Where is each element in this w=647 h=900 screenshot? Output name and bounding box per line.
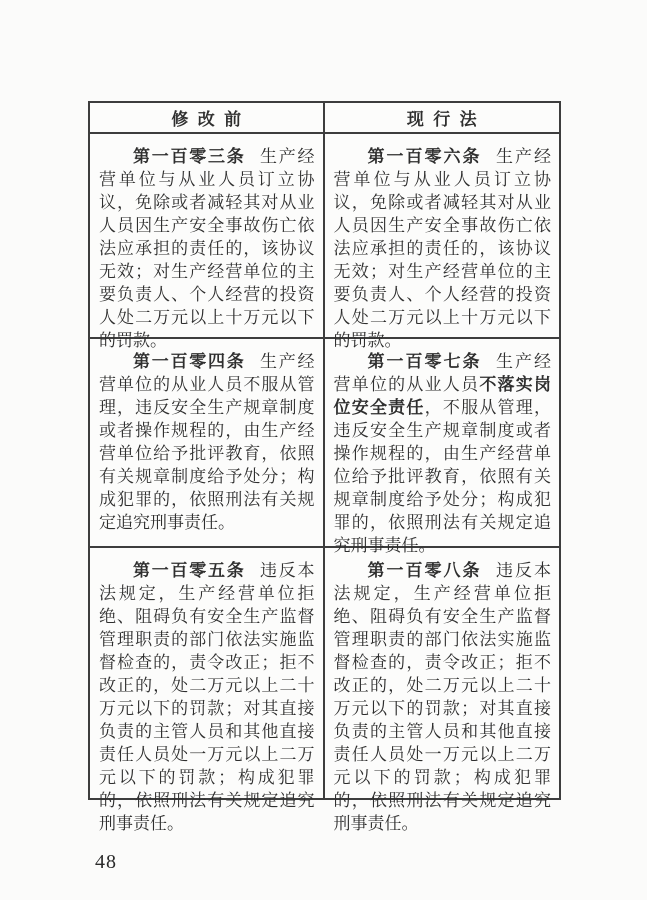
cell-article-107 [325, 339, 560, 555]
article-body: 违反本法规定，生产经营单位拒绝、阻碍负有安全生产监督管理职责的部门依法实施监督检查的，责令改正；拒不改正的，处二万元以上二十万元以下的罚款；对其直接负责的主管人员和其他直接责任人员处一万元以上二万元以下的罚款；构成犯罪的，依照刑法有关规定追究刑事责任。 [99, 561, 315, 833]
cell-article-104 [90, 339, 325, 546]
cell-article-103 [90, 134, 325, 350]
article-number: 第一百零七条 [367, 352, 482, 371]
article-number: 第一百零五条 [133, 561, 246, 580]
article-number: 第一百零八条 [367, 561, 482, 580]
article-body: 生产经营单位的从业人员不服从管理，违反安全生产规章制度或者操作规程的，由生产经营单位给予批评教育，依照有关规章制度给予处分；构成犯罪的，依照刑法有关规定追究刑事责任。 [99, 352, 315, 532]
article-body-pre: 生产经营单位的从业人员 [333, 352, 551, 394]
cell-article-108 [325, 548, 560, 833]
table-row [90, 134, 559, 350]
article-body-bold-insertion: 不落实岗位安全责任 [333, 375, 552, 417]
column-header-current-law: 现行法 [406, 110, 486, 129]
article-body: 违反本法规定，生产经营单位拒绝、阻碍负有安全生产监督管理职责的部门依法实施监督检查的，责令改正；拒不改正的，处二万元以上二十万元以下的罚款；对其直接负责的主管人员和其他直接责任人员处一万元以上二万元以下的罚款；构成犯罪的，依照刑法有关规定追究刑事责任。 [333, 561, 551, 833]
law-comparison-table [88, 101, 561, 833]
table-header-row [90, 103, 559, 134]
article-body: 生产经营单位与从业人员订立协议，免除或者减轻其对从业人员因生产安全事故伤亡依法应承担的责任的，该协议无效；对生产经营单位的主要负责人、个人经营的投资人处二万元以上十万元以下的罚款。 [333, 147, 551, 350]
article-number: 第一百零六条 [367, 147, 482, 166]
table-row [90, 548, 559, 833]
article-body: 生产经营单位与从业人员订立协议，免除或者减轻其对从业人员因生产安全事故伤亡依法应承担的责任的，该协议无效；对生产经营单位的主要负责人、个人经营的投资人处二万元以上十万元以下的罚款。 [99, 147, 315, 350]
article-number: 第一百零四条 [133, 352, 246, 371]
table-row [90, 339, 559, 555]
cell-article-106 [325, 134, 560, 350]
article-number: 第一百零三条 [133, 147, 246, 166]
article-body-post: ，不服从管理，违反安全生产规章制度或者操作规程的，由生产经营单位给予批评教育，依照有关规章制度给予处分；构成犯罪的，依照刑法有关规定追究刑事责任。 [333, 398, 552, 555]
page-number: 48 [95, 851, 117, 873]
column-header-before-amendment: 修改前 [90, 103, 325, 132]
cell-article-105 [90, 548, 325, 833]
